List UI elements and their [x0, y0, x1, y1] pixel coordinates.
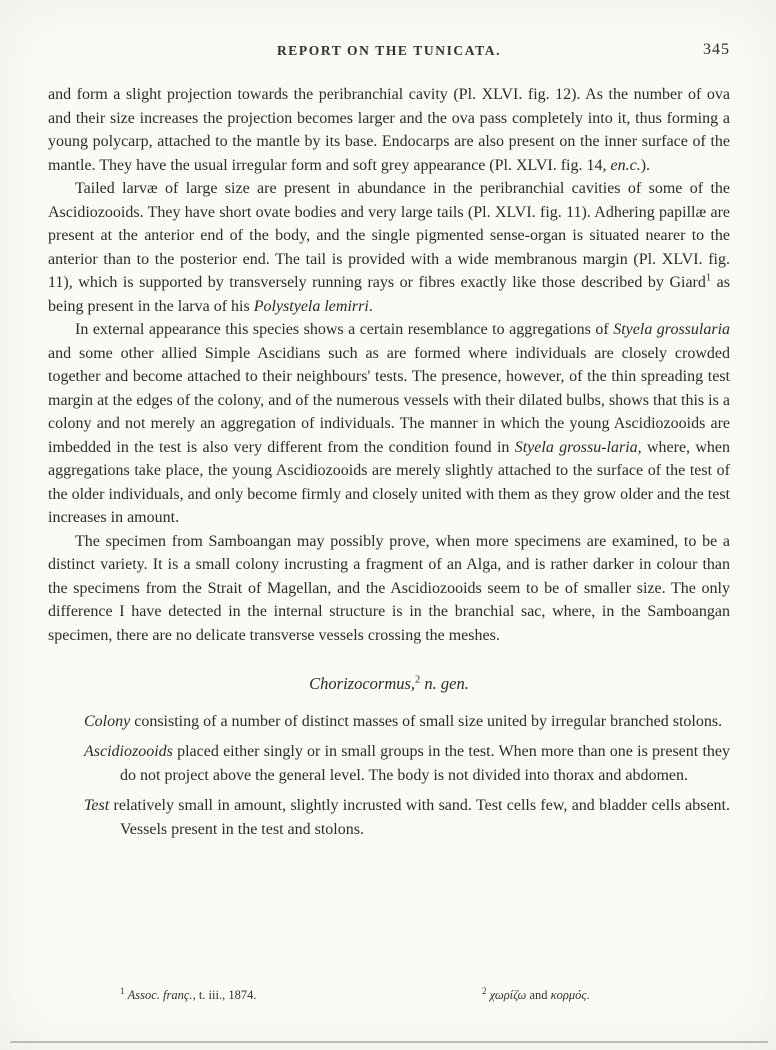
paragraph-samboangan-specimen: The specimen from Samboangan may possibly prove, when more specimens are examined, to be a distinct variety. It is a small colony incrusting a fragment of an Alga, and is rather darker in colour than the specimens from the Strait of Magellan, and the Ascidiozooids seem to be of smaller size. The only difference I have detected in the internal structure is in the branchial sac, where, in the Samboangan specimen, there are no delicate transverse vessels crossing the meshes.	[48, 532, 730, 644]
footnote-2: $^2$ χωρίζω and κορμός.	[482, 985, 590, 1002]
page-number: 345	[703, 41, 730, 58]
scan-edge-artifact	[10, 1041, 768, 1043]
paragraph-external-appearance: In external appearance this species shows a certain resemblance to aggregations of Styela grossularia and some other allied Simple Ascidians such as are formed where individuals are closely crowded together and become attached to their neighbours' tests. The presence, however, of the thin spreading test margin at the edges of the colony, and of the numerous vessels with their dilated bulbs, shows that this is a colony and not merely an aggregation of individuals. The manner in which the young Ascidiozooids are imbedded in the test is also very different from the condition found in Styela grossu-laria, where, when aggregations take place, the young Ascidiozooids are merely slightly attached to the surface of the test of the older individuals, and only become firmly and closely united with them as they grow older and the test increases in amount.	[48, 321, 731, 526]
definition-ascidiozooids: Ascidiozooids placed either singly or in small groups in the test. When more than one is present they do not project above the general level. The body is not divided into thorax and abdomen.	[84, 742, 730, 784]
paragraph-peribranchial-cavity: and form a slight projection towards the peribranchial cavity (Pl. XLVI. fig. 12). As the number of ova and their size increases the projection becomes larger and the ova pass completely into it, thus forming a young polycarp, attached to the mantle by its base. Endocarps are also present on the inner surface of the mantle. They have the usual irregular form and soft grey appearance (Pl. XLVI. fig. 14, en.c.).	[48, 86, 730, 174]
footnote-1: $^1$ Assoc. franç., t. iii., 1874.	[120, 985, 257, 1002]
footnotes	[48, 985, 730, 1008]
paragraph-tailed-larvae: Tailed larvæ of large size are present in abundance in the peribranchial cavities of some of the Ascidiozooids. They have short ovate bodies and very large tails (Pl. XLVI. fig. 11). Adhering papillæ are present at the anterior end of the body, and the single pigmented sense-organ is situated nearer to the anterior than to the posterior end. The tail is provided with a wide membranous margin (Pl. XLVI. fig. 11), which is supported by transversely running rays or fibres exactly like those described by Giard$^1$ as being present in the larva of his Polystyela lemirri.	[48, 180, 731, 315]
section-heading-chorizocormus: Chorizocormus,$^2$ n. gen.	[309, 674, 469, 693]
genus-diagnosis-list	[48, 710, 730, 843]
definition-test: Test relatively small in amount, slightly incrusted with sand. Test cells few, and bladder cells absent. Vessels present in the test and stolons.	[84, 796, 730, 838]
page-header	[48, 42, 730, 62]
body-text	[48, 83, 730, 647]
running-title: REPORT ON THE TUNICATA.	[276, 43, 502, 58]
definition-colony: Colony consisting of a number of distinct masses of small size united by irregular branched stolons.	[84, 713, 723, 730]
